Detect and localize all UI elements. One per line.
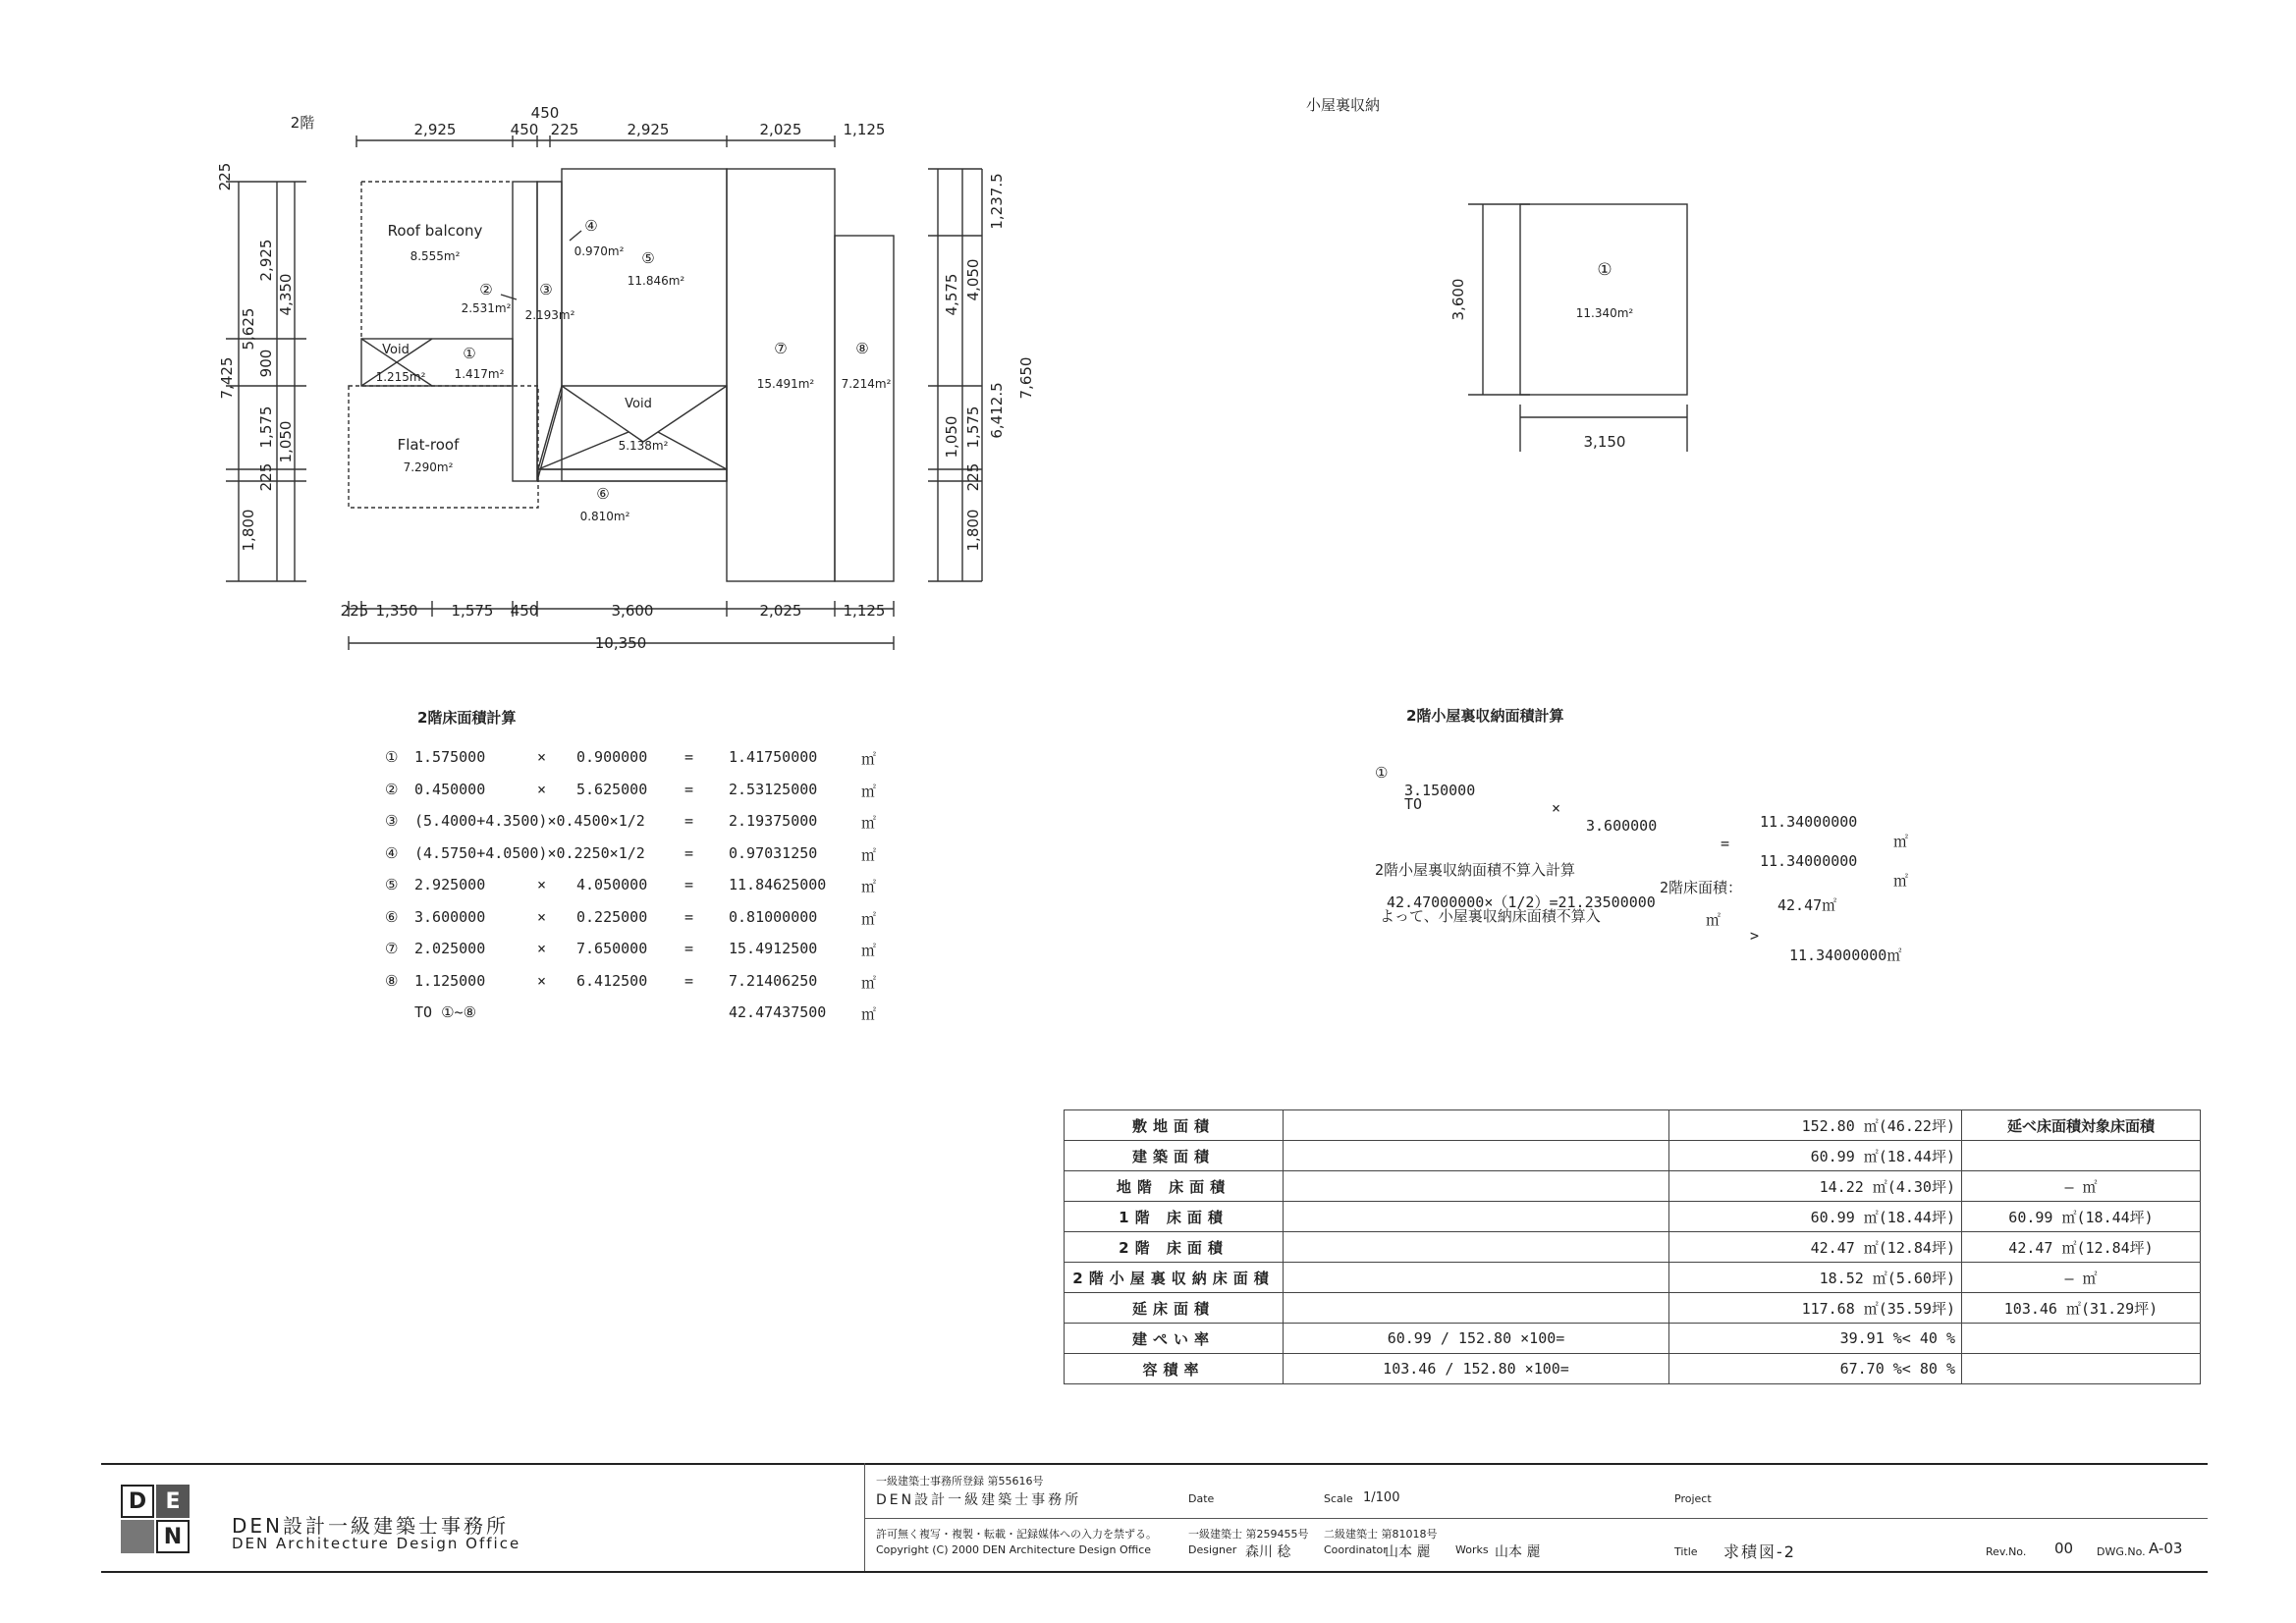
calc-2f-result: 2.53125000 — [729, 780, 818, 798]
summary-mid — [1284, 1202, 1669, 1232]
summary-row — [1065, 1354, 2201, 1384]
calc-2f-op: × — [537, 940, 547, 957]
summary-right: — ㎡ — [1962, 1263, 2201, 1293]
dim-left-6: 7,425 — [218, 356, 236, 400]
room-roof-balcony: Roof balcony — [387, 222, 483, 240]
dim-left-3: 4,350 — [277, 273, 295, 316]
office-name: DEN設計一級建築士事務所 — [876, 1492, 1082, 1508]
dim-bottom-7: 1,125 — [843, 602, 886, 620]
calc-2f-op: × — [537, 907, 547, 926]
dwg-label: DWG.No. — [2097, 1545, 2146, 1558]
area-val-2: 2.531m² — [461, 301, 512, 315]
summary-row — [1065, 1202, 2201, 1232]
dim-right-1: 1,237.5 — [988, 173, 1006, 230]
room-roof-balcony-area: 8.555m² — [410, 249, 461, 263]
room-flat-roof: Flat-roof — [397, 436, 460, 454]
dim-top-5: 2,925 — [627, 121, 670, 138]
dim-right-3: 4,050 — [964, 258, 982, 301]
calc-attic-title: 2階小屋裏収納面積計算 — [1406, 707, 1564, 725]
date-label: Date — [1188, 1492, 1215, 1505]
summary-value: 67.70 %< 80 % — [1669, 1354, 1962, 1384]
calc-2f-expr: 1.575000 — [414, 748, 486, 766]
dim-left-2: 2,925 — [257, 239, 275, 282]
license-2: 二級建築士 第81018号 — [1324, 1528, 1438, 1541]
calc-2f-no: ② — [385, 780, 399, 798]
summary-label: 2階 床面積 — [1065, 1232, 1284, 1263]
summary-right — [1962, 1354, 2201, 1384]
summary-value: 18.52 ㎡(5.60坪) — [1669, 1263, 1962, 1293]
summary-mid — [1284, 1171, 1669, 1202]
calc-2f-b: 0.900000 — [576, 748, 648, 766]
area-val-7: 15.491m² — [756, 377, 815, 391]
registration: 一級建築士事務所登録 第55616号 — [876, 1475, 1044, 1488]
calc-2f-result: 11.84625000 — [729, 876, 827, 893]
dim-bottom-total: 10,350 — [594, 634, 647, 652]
dim-right-9: 1,800 — [964, 509, 982, 552]
dim-right-7: 1,575 — [964, 406, 982, 449]
calc-2f-b: 0.225000 — [576, 907, 648, 926]
rev-value: 00 — [2054, 1540, 2074, 1557]
logo-cell-d: D — [121, 1485, 154, 1518]
floor-area-label: 2階床面積： — [1660, 879, 1743, 896]
calc-2f-unit: ㎡ — [861, 782, 877, 800]
calc-attic-eq: = — [1721, 835, 1730, 852]
calc-2f-b: 7.650000 — [576, 940, 648, 957]
area-no-6: ⑥ — [596, 485, 610, 503]
calc-2f-expr: 0.450000 — [414, 780, 486, 798]
drawing-title: 求積図-2 — [1723, 1542, 1796, 1561]
summary-value: 117.68 ㎡(35.59坪) — [1669, 1293, 1962, 1324]
calc-2f-expr: 2.925000 — [414, 876, 486, 893]
calc-2f-no: ④ — [385, 843, 399, 862]
calc-2f-eq: = — [684, 812, 694, 830]
calc-2f-result: 15.4912500 — [729, 940, 818, 957]
calc-attic-unit: ㎡ — [1893, 872, 1909, 890]
calc-2f-no: ⑧ — [385, 971, 399, 990]
calc-2f-eq: = — [684, 907, 694, 926]
calc-attic-b: 3.600000 — [1586, 817, 1658, 835]
calc-2f-result: 0.97031250 — [729, 843, 818, 862]
logo-cell-n: N — [156, 1520, 190, 1553]
title-block-divider — [864, 1463, 865, 1571]
calc-2f-eq: = — [684, 876, 694, 893]
summary-right — [1962, 1324, 2201, 1354]
dim-right-6: 1,050 — [943, 415, 960, 459]
calc-2f-unit: ㎡ — [861, 750, 877, 768]
summary-label: 建ぺい率 — [1065, 1324, 1284, 1354]
calc-2f-expr: 1.125000 — [414, 971, 486, 990]
exclusion-expr: 42.47000000×（1/2）=21.23500000 — [1387, 893, 1656, 911]
calc-2f-eq: = — [684, 780, 694, 798]
summary-mid — [1284, 1263, 1669, 1293]
summary-row — [1065, 1263, 2201, 1293]
summary-label: 地階 床面積 — [1065, 1171, 1284, 1202]
calc-2f-unit: ㎡ — [861, 973, 877, 992]
area-no-2: ② — [479, 281, 493, 298]
coordinator-name: 山本 麗 — [1385, 1544, 1431, 1560]
calc-2f-unit: ㎡ — [861, 814, 877, 832]
calc-2f-row — [385, 876, 896, 895]
summary-mid — [1284, 1293, 1669, 1324]
summary-value: 39.91 %< 40 % — [1669, 1324, 1962, 1354]
calc-2f-b: 6.412500 — [576, 971, 648, 990]
summary-row — [1065, 1232, 2201, 1263]
area-val-8: 7.214m² — [841, 377, 892, 391]
calc-2f-eq: = — [684, 748, 694, 766]
calc-2f-total: 42.47437500 — [729, 1003, 827, 1021]
calc-2f-op: × — [537, 971, 547, 990]
floor-area-value: 42.47㎡ — [1777, 896, 1837, 914]
rev-label: Rev.No. — [1986, 1545, 2027, 1558]
summary-row — [1065, 1171, 2201, 1202]
summary-mid — [1284, 1141, 1669, 1171]
exclusion-cmp: > — [1750, 927, 1760, 945]
license-1: 一級建築士 第259455号 — [1188, 1528, 1309, 1541]
summary-right: 103.46 ㎡(31.29坪) — [1962, 1293, 2201, 1324]
dim-bottom-1: 225 — [340, 602, 369, 620]
summary-right: — ㎡ — [1962, 1171, 2201, 1202]
summary-right: 60.99 ㎡(18.44坪) — [1962, 1202, 2201, 1232]
calc-2f-total-label: TO ①~⑧ — [414, 1003, 477, 1021]
summary-row — [1065, 1293, 2201, 1324]
dim-right-5: 6,412.5 — [988, 382, 1006, 439]
calc-2f-b: 5.625000 — [576, 780, 648, 798]
summary-value: 152.80 ㎡(46.22坪) — [1669, 1110, 1962, 1141]
calc-2f-row — [385, 812, 896, 832]
calc-2f-expr: 2.025000 — [414, 940, 486, 957]
dim-top-3: 450 — [510, 121, 539, 138]
office-name-en: DEN Architecture Design Office — [232, 1535, 521, 1552]
calc-attic-total-label: TO — [1404, 795, 1423, 813]
dim-left-10: 1,800 — [240, 509, 257, 552]
dim-top-7: 1,125 — [843, 121, 886, 138]
dim-bottom-2: 1,350 — [375, 602, 418, 620]
dim-right-2: 4,575 — [943, 273, 960, 316]
attic-no: ① — [1597, 260, 1613, 280]
area-val-5: 11.846m² — [627, 274, 685, 288]
exclusion-title: 2階小屋裏収納面積不算入計算 — [1375, 861, 1576, 879]
attic-title: 小屋裏収納 — [1306, 96, 1381, 114]
calc-2f-no: ⑦ — [385, 940, 399, 957]
dim-left-4: 5,625 — [240, 307, 257, 351]
calc-2f-eq: = — [684, 971, 694, 990]
logo-cell-blank — [121, 1520, 154, 1553]
calc-attic-total-unit: ㎡ — [1893, 833, 1909, 850]
calc-2f-no: ③ — [385, 812, 399, 830]
summary-label: 2階小屋裏収納床面積 — [1065, 1263, 1284, 1293]
area-no-1: ① — [463, 345, 476, 362]
calc-2f-unit: ㎡ — [861, 878, 877, 895]
scale-label: Scale — [1324, 1492, 1353, 1505]
scale-value: 1/100 — [1363, 1490, 1400, 1505]
calc-2f-op: × — [537, 748, 547, 766]
calc-attic-no: ① — [1375, 764, 1389, 782]
works-name: 山本 麗 — [1495, 1544, 1541, 1560]
calc-2f-row — [385, 908, 896, 928]
dim-right-4: 7,650 — [1017, 356, 1035, 400]
calc-attic-total: 11.34000000 — [1760, 813, 1858, 831]
coordinator-label: Coordinator — [1324, 1543, 1388, 1556]
summary-mid: 60.99 / 152.80 ×100= — [1284, 1324, 1669, 1354]
calc-2f-total-unit: ㎡ — [861, 1005, 877, 1023]
summary-right: 42.47 ㎡(12.84坪) — [1962, 1232, 2201, 1263]
area-no-4: ④ — [584, 217, 598, 235]
calc-2f-total-row — [385, 1003, 896, 1023]
calc-2f-row — [385, 781, 896, 800]
dim-left-7: 1,575 — [257, 406, 275, 449]
dim-bottom-4: 450 — [510, 602, 539, 620]
calc-2f-expr: (4.5750+4.0500)×0.2250×1/2 — [414, 843, 645, 862]
calc-2f-result: 2.19375000 — [729, 812, 818, 830]
summary-right: 延べ床面積対象床面積 — [1962, 1110, 2201, 1141]
exclusion-rhs: 11.34000000㎡ — [1789, 947, 1902, 964]
exclusion-conclusion: よって、小屋裏収納床面積不算入 — [1380, 907, 1601, 925]
summary-mid — [1284, 1110, 1669, 1141]
calc-2f-row — [385, 748, 896, 768]
area-val-4: 0.970m² — [574, 244, 625, 258]
office-name-jp: DEN設計一級建築士事務所 — [232, 1514, 509, 1538]
dim-left-1: 225 — [216, 162, 234, 191]
title-block-mid-line — [864, 1518, 2208, 1519]
calc-2f-no: ⑥ — [385, 907, 399, 926]
calc-2f-op: × — [537, 876, 547, 893]
area-val-3: 2.193m² — [524, 308, 575, 322]
dim-top-4: 225 — [550, 121, 579, 138]
logo-cell-e: E — [156, 1485, 190, 1518]
floor-plan-2f — [0, 0, 1035, 687]
summary-value: 60.99 ㎡(18.44坪) — [1669, 1202, 1962, 1232]
area-no-5: ⑤ — [641, 249, 655, 267]
calc-2f-unit: ㎡ — [861, 845, 877, 864]
summary-value: 42.47 ㎡(12.84坪) — [1669, 1232, 1962, 1263]
calc-2f-result: 0.81000000 — [729, 907, 818, 926]
calc-2f-expr: (5.4000+4.3500)×0.4500×1/2 — [414, 812, 645, 830]
summary-label: 延床面積 — [1065, 1293, 1284, 1324]
title-block-top-line — [101, 1463, 2208, 1465]
calc-attic-a: 3.150000 — [1404, 782, 1476, 799]
summary-row — [1065, 1141, 2201, 1171]
attic-area: 11.340m² — [1575, 306, 1634, 320]
exclusion-unit: ㎡ — [1706, 911, 1722, 929]
room-void-1: Void — [382, 343, 410, 357]
calc-2f-op: × — [537, 780, 547, 798]
area-no-8: ⑧ — [855, 340, 869, 357]
project-label: Project — [1674, 1492, 1712, 1505]
designer-label: Designer — [1188, 1543, 1237, 1556]
den-logo — [121, 1485, 190, 1553]
summary-label: 敷地面積 — [1065, 1110, 1284, 1141]
room-void-2: Void — [625, 397, 652, 411]
summary-right — [1962, 1141, 2201, 1171]
summary-label: 容積率 — [1065, 1354, 1284, 1384]
calc-2f-unit: ㎡ — [861, 942, 877, 959]
calc-2f-no: ⑤ — [385, 876, 399, 893]
calc-2f-eq: = — [684, 940, 694, 957]
summary-label: 1階 床面積 — [1065, 1202, 1284, 1232]
calc-2f-unit: ㎡ — [861, 909, 877, 928]
dim-top-6: 2,025 — [759, 121, 802, 138]
summary-value: 14.22 ㎡(4.30坪) — [1669, 1171, 1962, 1202]
calc-2f-result: 1.41750000 — [729, 748, 818, 766]
calc-2f-row — [385, 972, 896, 992]
area-no-7: ⑦ — [774, 340, 788, 357]
dim-left-8: 1,050 — [277, 420, 295, 463]
summary-label: 建築面積 — [1065, 1141, 1284, 1171]
calc-attic-op: × — [1552, 799, 1561, 817]
calc-2f-result: 7.21406250 — [729, 971, 818, 990]
calc-attic-result: 11.34000000 — [1760, 852, 1858, 870]
area-val-1: 1.417m² — [454, 367, 505, 381]
room-flat-roof-area: 7.290m² — [403, 460, 454, 474]
summary-row — [1065, 1324, 2201, 1354]
attic-height-dim: 3,600 — [1449, 278, 1467, 321]
calc-2f-eq: = — [684, 843, 694, 862]
area-no-3: ③ — [539, 281, 553, 298]
summary-value: 60.99 ㎡(18.44坪) — [1669, 1141, 1962, 1171]
copy-notice: 許可無く複写・複製・転載・記録媒体への入力を禁ずる。 — [876, 1528, 1157, 1541]
room-void-1-area: 1.215m² — [375, 370, 426, 384]
calc-2f-expr: 3.600000 — [414, 907, 486, 926]
calc-2f-b: 4.050000 — [576, 876, 648, 893]
floor-label: 2階 — [290, 114, 315, 132]
area-summary-table — [1064, 1109, 2201, 1384]
dim-right-8: 225 — [964, 462, 982, 492]
dim-bottom-5: 3,600 — [611, 602, 654, 620]
attic-width-dim: 3,150 — [1583, 433, 1626, 451]
summary-mid: 103.46 / 152.80 ×100= — [1284, 1354, 1669, 1384]
works-label: Works — [1455, 1543, 1489, 1556]
summary-mid — [1284, 1232, 1669, 1263]
copyright: Copyright (C) 2000 DEN Architecture Design Office — [876, 1543, 1152, 1556]
title-label: Title — [1674, 1545, 1698, 1558]
calc-2f-no: ① — [385, 748, 399, 766]
calc-2f-title: 2階床面積計算 — [417, 709, 517, 727]
dim-top-1: 2,925 — [413, 121, 457, 138]
calc-2f-row — [385, 844, 896, 864]
title-block-bottom-line — [101, 1571, 2208, 1573]
dim-left-5: 900 — [257, 349, 275, 378]
room-void-2-area: 5.138m² — [618, 439, 669, 453]
dim-bottom-6: 2,025 — [759, 602, 802, 620]
designer-name: 森川 稔 — [1245, 1544, 1291, 1560]
dim-top-2: 450 — [530, 104, 560, 122]
summary-row — [1065, 1110, 2201, 1141]
attic-plan — [1277, 88, 1768, 471]
calc-2f-row — [385, 940, 896, 959]
dim-bottom-3: 1,575 — [451, 602, 494, 620]
area-val-6: 0.810m² — [579, 510, 630, 523]
dwg-value: A-03 — [2149, 1540, 2183, 1557]
dim-left-9: 225 — [257, 462, 275, 492]
